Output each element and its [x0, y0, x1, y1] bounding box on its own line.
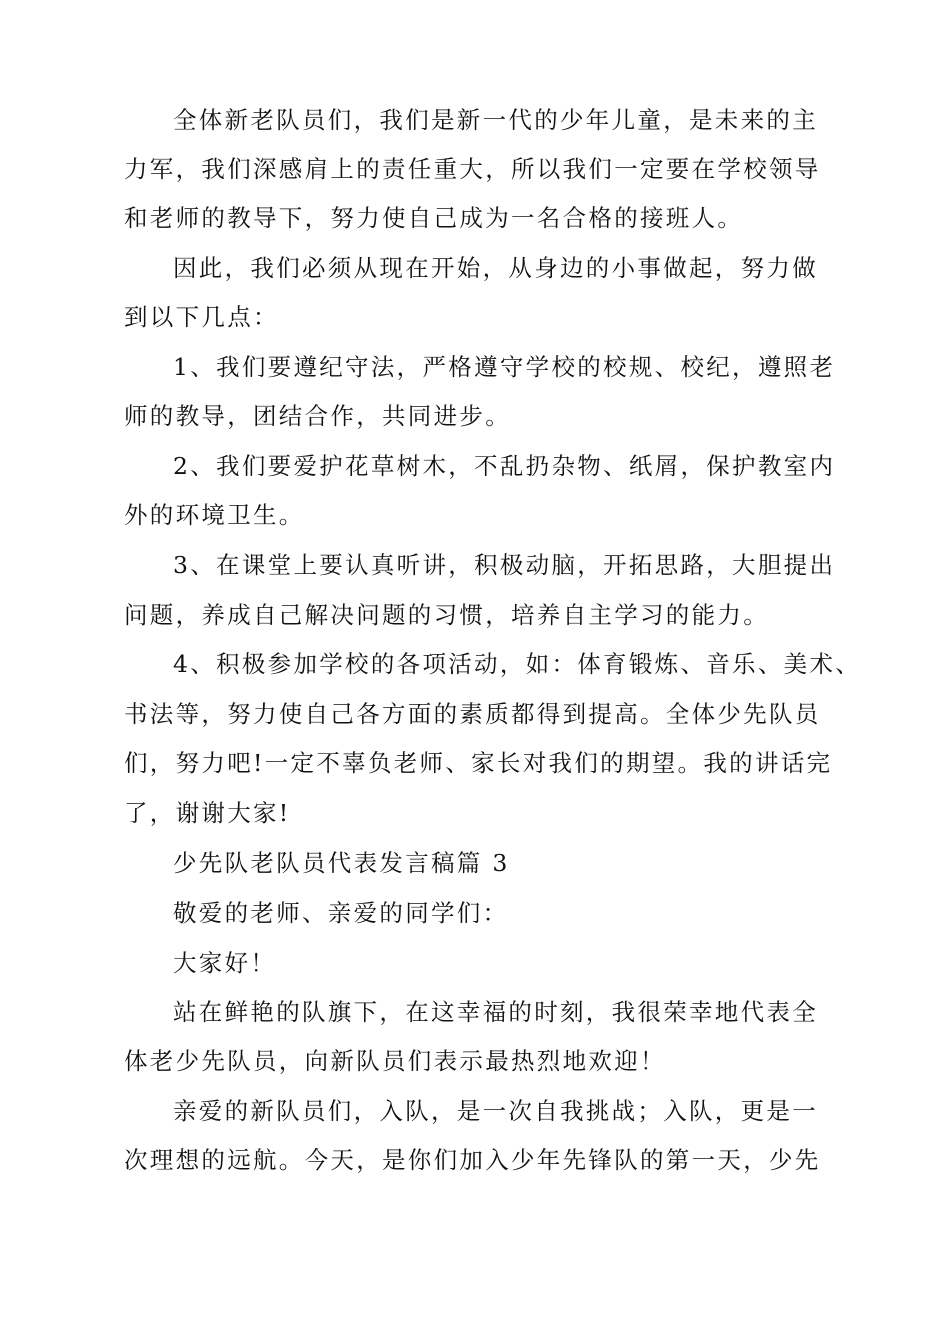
text-line: 外的环境卫生。 [124, 501, 305, 529]
salutation: 敬爱的老师、亲爱的同学们： [173, 899, 509, 927]
text-line: 体老少先队员，向新队员们表示最热烈地欢迎！ [124, 1047, 666, 1075]
text-line: 2、我们要爱护花草树木，不乱扔杂物、纸屑，保护教室内 [173, 452, 836, 480]
text-line: 站在鲜艳的队旗下，在这幸福的时刻，我很荣幸地代表全 [173, 998, 818, 1026]
greeting: 大家好！ [173, 949, 277, 977]
text-line: 师的教导，团结合作，共同进步。 [124, 402, 511, 430]
text-line: 1、我们要遵纪守法，严格遵守学校的校规、校纪，遵照老 [173, 353, 836, 381]
text-line: 了，谢谢大家! [124, 799, 291, 827]
text-line: 力军，我们深感肩上的责任重大，所以我们一定要在学校领导 [124, 155, 821, 183]
text-line: 亲爱的新队员们，入队，是一次自我挑战；入队，更是一 [173, 1097, 818, 1125]
text-line: 全体新老队员们，我们是新一代的少年儿童，是未来的主 [173, 106, 818, 134]
text-line: 3、在课堂上要认真听讲，积极动脑，开拓思路，大胆提出 [173, 551, 836, 579]
text-line: 书法等，努力使自己各方面的素质都得到提高。全体少先队员 [124, 700, 821, 728]
text-line: 们，努力吧!一定不辜负老师、家长对我们的期望。我的讲话完 [124, 749, 833, 777]
text-line: 问题，养成自己解决问题的习惯，培养自主学习的能力。 [124, 601, 769, 629]
section-heading: 少先队老队员代表发言稿篇 3 [173, 849, 510, 877]
text-line: 和老师的教导下，努力使自己成为一名合格的接班人。 [124, 204, 744, 232]
text-line: 次理想的远航。今天，是你们加入少年先锋队的第一天，少先 [124, 1146, 821, 1174]
text-line: 到以下几点： [124, 303, 279, 331]
text-line: 因此，我们必须从现在开始，从身边的小事做起，努力做 [173, 254, 818, 282]
text-line: 4、积极参加学校的各项活动，如：体育锻炼、音乐、美术、 [173, 650, 862, 678]
